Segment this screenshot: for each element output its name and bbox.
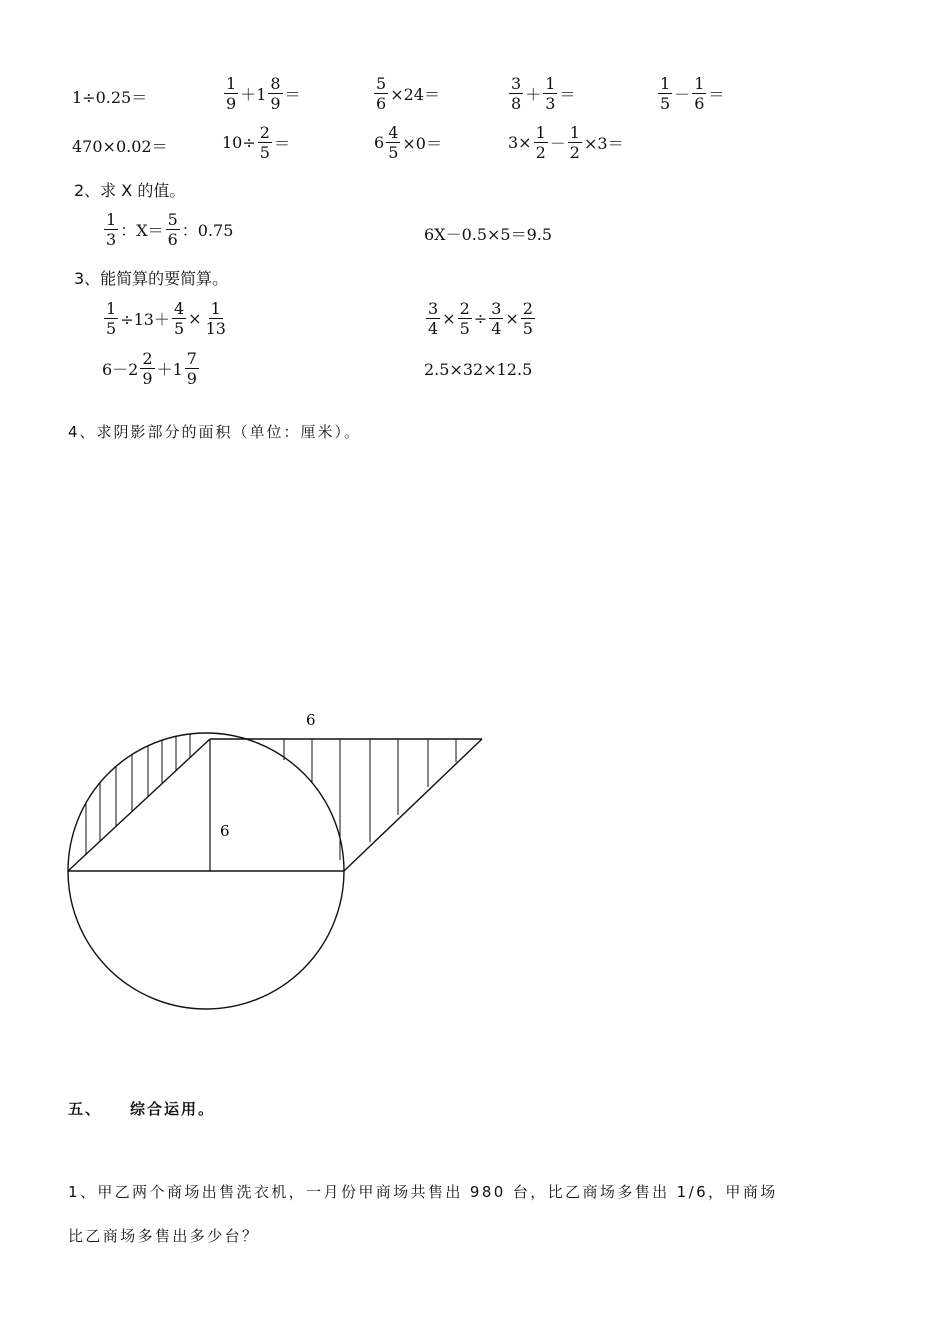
height-label: 6 bbox=[220, 822, 230, 840]
fraction: $\frac{1}{13}$ bbox=[205, 299, 226, 338]
fraction: $\frac{1}{3}$ bbox=[106, 210, 117, 249]
row2-expression-1: 470×0.02＝ bbox=[72, 137, 168, 156]
fraction: $\frac{1}{3}$ bbox=[545, 74, 556, 113]
right-edge bbox=[344, 739, 482, 871]
row2-expression-3: 6 $\frac{4}{5}$ ×0＝ bbox=[374, 123, 442, 162]
simplify-problem-1: $\frac{1}{5}$ ÷13＋ $\frac{4}{5}$ × $\frac{1}{13}$ bbox=[106, 299, 226, 338]
fraction: $\frac{1}{5}$ bbox=[660, 74, 671, 113]
section-5-number: 五、 bbox=[68, 1100, 103, 1118]
fraction: $\frac{4}{5}$ bbox=[173, 299, 185, 338]
fraction: $\frac{5}{6}$ bbox=[376, 74, 387, 113]
simplify-problem-2: $\frac{3}{4}$ × $\frac{2}{5}$ ÷ $\frac{3}{4}$ × $\frac{2}{5}$ bbox=[428, 299, 533, 338]
question-1-line-2: 比乙商场多售出多少台？ bbox=[68, 1227, 260, 1245]
section-4-title: 4、求阴影部分的面积（单位：厘米）。 bbox=[68, 423, 362, 441]
fraction: $\frac{1}{2}$ bbox=[569, 123, 580, 162]
section-3-title: 3、能简算的要简算。 bbox=[74, 269, 229, 288]
row1-expression-1 bbox=[72, 85, 147, 108]
circle bbox=[68, 733, 344, 1009]
fraction: $\frac{3}{8}$ bbox=[511, 74, 522, 113]
fraction: $\frac{2}{5}$ bbox=[522, 299, 533, 338]
row1-expression-3: $\frac{5}{6}$ ×24＝ bbox=[376, 74, 440, 113]
simplify-problem-4: 2.5×32×12.5 bbox=[424, 360, 533, 379]
left-chord bbox=[68, 739, 210, 871]
fraction: $\frac{8}{9}$ bbox=[270, 74, 281, 113]
fraction: $\frac{1}{6}$ bbox=[694, 74, 705, 113]
fraction: $\frac{2}{5}$ bbox=[459, 299, 470, 338]
row2-expression-4: 3× $\frac{1}{2}$ － $\frac{1}{2}$ ×3＝ bbox=[508, 123, 624, 162]
solve-equation-1: $\frac{1}{3}$ ：X＝ $\frac{5}{6}$ ：0.75 bbox=[106, 210, 234, 249]
fraction: $\frac{3}{4}$ bbox=[491, 299, 502, 338]
row1-expression-5: $\frac{1}{5}$ － $\frac{1}{6}$ ＝ bbox=[660, 74, 725, 113]
expression-text: 1÷0.25＝ bbox=[72, 88, 148, 107]
fraction: $\frac{1}{5}$ bbox=[106, 299, 117, 338]
fraction: $\frac{1}{9}$ bbox=[226, 74, 237, 113]
row1-expression-2: $\frac{1}{9}$ ＋1 $\frac{8}{9}$ ＝ bbox=[226, 74, 301, 113]
row1-expression-4: $\frac{3}{8}$ ＋ $\frac{1}{3}$ ＝ bbox=[511, 74, 576, 113]
left-segment-hatching bbox=[86, 700, 190, 855]
fraction: $\frac{7}{9}$ bbox=[186, 349, 197, 388]
fraction: $\frac{3}{4}$ bbox=[428, 299, 439, 338]
fraction: $\frac{1}{2}$ bbox=[535, 123, 546, 162]
simplify-problem-3: 6－2 $\frac{2}{9}$ ＋1 $\frac{7}{9}$ bbox=[102, 349, 197, 388]
right-region-hatching bbox=[284, 739, 456, 860]
solve-equation-2: 6X－0.5×5＝9.5 bbox=[424, 225, 553, 244]
question-1-line-1: 1、甲乙两个商场出售洗衣机，一月份甲商场共售出 980 台，比乙商场多售出 1/6，甲商场 bbox=[68, 1183, 778, 1201]
section-2-title: 2、求 X 的值。 bbox=[74, 181, 186, 200]
fraction: $\frac{4}{5}$ bbox=[388, 123, 399, 162]
top-length-label: 6 bbox=[306, 711, 316, 729]
row2-expression-2: 10÷ $\frac{2}{5}$ ＝ bbox=[222, 123, 290, 162]
fraction: $\frac{2}{9}$ bbox=[142, 349, 153, 388]
fraction: $\frac{2}{5}$ bbox=[259, 123, 270, 162]
fraction: $\frac{5}{6}$ bbox=[167, 210, 178, 249]
section-5-title: 综合运用。 bbox=[130, 1100, 216, 1118]
